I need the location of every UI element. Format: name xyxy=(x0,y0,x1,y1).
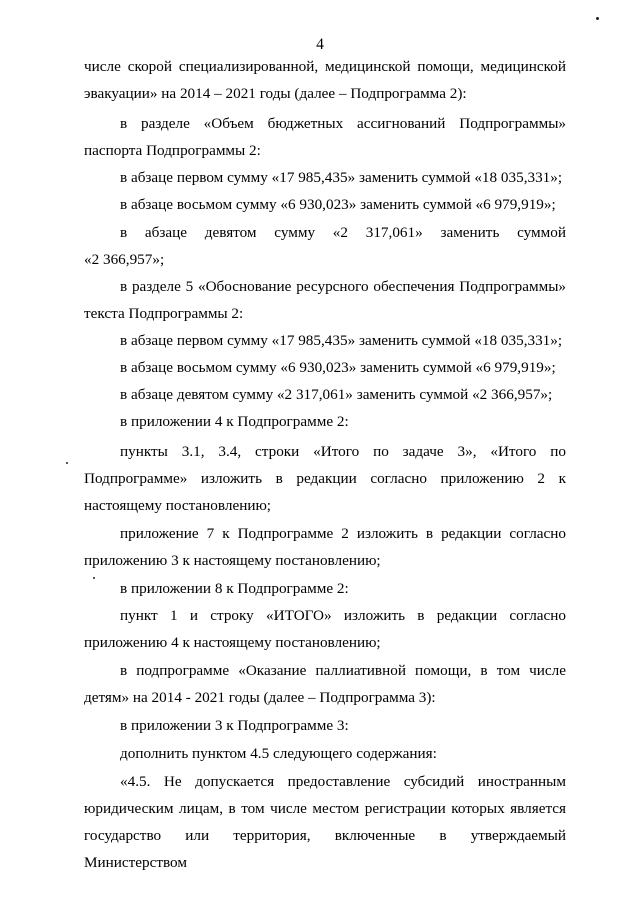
paragraph-line xyxy=(84,408,566,435)
paragraph-line xyxy=(84,164,566,191)
paragraph-line xyxy=(84,465,566,492)
text-line: приложение 7 к Подпрограмме 2 изложить в редакции согласно xyxy=(120,525,566,542)
text-line: текста Подпрограммы 2: xyxy=(84,305,244,322)
text-line: настоящему постановлению; xyxy=(84,497,272,514)
paragraph-line xyxy=(84,53,566,80)
paragraph-line xyxy=(84,520,566,547)
paragraph-line xyxy=(84,110,566,137)
paragraph-line xyxy=(84,354,566,381)
text-line: в абзаце девятом сумму «2 317,061» заменить суммой xyxy=(120,224,566,241)
text-line: приложению 4 к настоящему постановлению; xyxy=(84,634,381,651)
paragraph-line xyxy=(84,80,566,107)
paragraph-line xyxy=(84,602,566,629)
paragraph-line xyxy=(84,822,566,876)
text-line: Подпрограмме» изложить в редакции согласно приложению 2 к xyxy=(84,470,566,487)
paragraph-line xyxy=(84,547,566,574)
text-line: в приложении 3 к Подпрограмме 3: xyxy=(120,717,349,734)
text-line: дополнить пунктом 4.5 следующего содержания: xyxy=(120,745,437,762)
paragraph-line xyxy=(84,657,566,684)
text-line: пункт 1 и строку «ИТОГО» изложить в редакции согласно xyxy=(120,607,566,624)
text-line: паспорта Подпрограммы 2: xyxy=(84,142,261,159)
text-line: в подпрограмме «Оказание паллиативной помощи, в том числе xyxy=(120,662,566,679)
paragraph-line xyxy=(84,246,566,273)
scan-speck xyxy=(66,462,68,464)
paragraph-line xyxy=(84,712,566,739)
text-line: в приложении 8 к Подпрограмме 2: xyxy=(120,580,349,597)
text-line: в абзаце восьмом сумму «6 930,023» заменить суммой «6 979,919»; xyxy=(120,196,556,213)
text-line: «2 366,957»; xyxy=(84,251,165,268)
paragraph-line xyxy=(84,575,566,602)
text-line: юридическим лицам, в том числе местом регистрации которых является xyxy=(84,800,566,817)
text-line: в разделе 5 «Обоснование ресурсного обеспечения Подпрограммы» xyxy=(120,278,566,295)
text-line: «4.5. Не допускается предоставление субсидий иностранным xyxy=(120,773,566,790)
text-line: в абзаце девятом сумму «2 317,061» заменить суммой «2 366,957»; xyxy=(120,386,553,403)
paragraph-line xyxy=(84,684,566,711)
paragraph-line xyxy=(84,768,566,795)
paragraph-line xyxy=(84,300,566,327)
paragraph-line xyxy=(84,629,566,656)
paragraph-line xyxy=(84,273,566,300)
paragraph-line xyxy=(84,795,566,822)
text-line: детям» на 2014 - 2021 годы (далее – Подпрограмма 3): xyxy=(84,689,436,706)
text-line: в абзаце восьмом сумму «6 930,023» заменить суммой «6 979,919»; xyxy=(120,359,556,376)
text-line: в разделе «Объем бюджетных ассигнований Подпрограммы» xyxy=(120,115,566,132)
text-line: эвакуации» на 2014 – 2021 годы (далее – Подпрограмма 2): xyxy=(84,85,467,102)
text-line: числе скорой специализированной, медицинской помощи, медицинской xyxy=(84,58,566,75)
text-line: приложению 3 к настоящему постановлению; xyxy=(84,552,381,569)
paragraph-line xyxy=(84,191,566,218)
paragraph-line xyxy=(84,381,566,408)
paragraph-line xyxy=(84,137,566,164)
text-line: в абзаце первом сумму «17 985,435» заменить суммой «18 035,331»; xyxy=(120,169,563,186)
text-line: пункты 3.1, 3.4, строки «Итого по задаче 3», «Итого по xyxy=(120,443,566,460)
paragraph-line xyxy=(84,327,566,354)
text-line: в приложении 4 к Подпрограмме 2: xyxy=(120,413,349,430)
scan-speck xyxy=(93,577,95,579)
text-line: государство или территория, включенные в утверждаемый Министерством xyxy=(84,827,566,871)
page-number: 4 xyxy=(316,36,324,53)
paragraph-line xyxy=(84,492,566,519)
paragraph-line xyxy=(84,219,566,246)
text-line: в абзаце первом сумму «17 985,435» заменить суммой «18 035,331»; xyxy=(120,332,563,349)
paragraph-line xyxy=(84,740,566,767)
paragraph-line xyxy=(84,438,566,465)
scan-speck xyxy=(596,17,599,20)
